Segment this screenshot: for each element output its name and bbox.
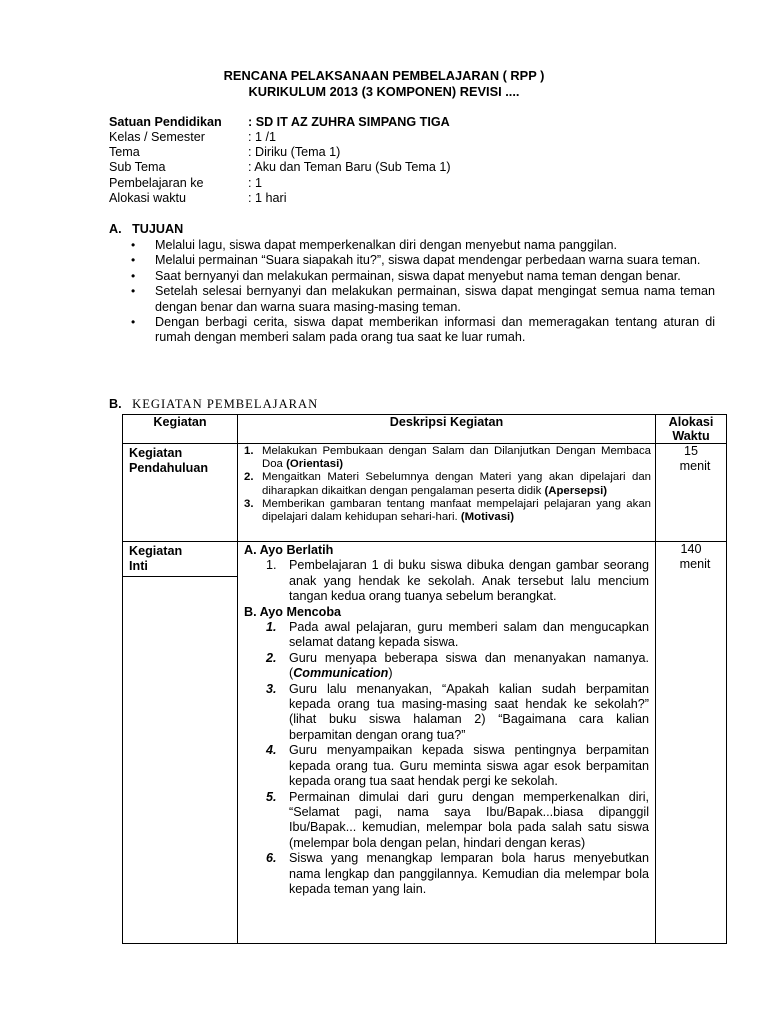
time-value: 140	[680, 542, 702, 556]
list-item	[109, 269, 715, 284]
document-title-line2: KURIKULUM 2013 (3 KOMPONEN) REVISI ....	[248, 84, 520, 99]
item-number: 6.	[266, 851, 277, 866]
identity-value: : Aku dan Teman Baru (Sub Tema 1)	[248, 160, 451, 174]
time-value: 15	[683, 444, 698, 458]
item-number: 1.	[266, 620, 277, 635]
item-number: 3.	[244, 497, 254, 510]
item-text: Guru menyampaikan kepada siswa pentingnya berpamitan kepada orang tua. Guru meminta siswa agar esok berpamitan kepada orang tua saat hendak pergi ke sekolah.	[289, 743, 649, 789]
identity-value: : SD IT AZ ZUHRA SIMPANG TIGA	[248, 115, 450, 129]
list-item-text: Saat bernyanyi dan melakukan permainan, siswa dapat menyebut nama teman dengan benar.	[155, 268, 681, 283]
identity-label: Alokasi waktu	[109, 191, 186, 205]
header-alokasi-line2: Waktu	[672, 429, 710, 443]
section-title: TUJUAN	[132, 222, 184, 236]
list-item	[238, 851, 655, 897]
time-unit: menit	[679, 557, 711, 572]
identity-label: Tema	[109, 145, 140, 159]
sub-heading-ayo-berlatih: A. Ayo Berlatih	[244, 543, 334, 557]
list-item	[238, 743, 655, 789]
tujuan-list	[109, 238, 715, 346]
section-letter: B.	[109, 397, 122, 411]
identity-label: Satuan Pendidikan	[109, 115, 222, 129]
kegiatan-label-line1: Kegiatan	[129, 544, 183, 558]
item-tag: (Orientasi)	[286, 458, 344, 471]
item-number: 3.	[266, 681, 277, 696]
list-item	[109, 253, 715, 268]
header-kegiatan: Kegiatan	[123, 415, 238, 444]
kegiatan-label-line2: Inti	[129, 559, 148, 574]
list-item	[238, 471, 651, 497]
item-text: Memberikan gambaran tentang manfaat mempelajari pelajaran yang akan dipelajari dalam kehidupan sehari-hari.	[262, 497, 651, 524]
item-text: Guru menyapa beberapa siswa dan menanyakan namanya. (	[289, 650, 649, 681]
item-tag: Communication	[293, 666, 389, 681]
list-item	[109, 238, 715, 253]
cell-kegiatan	[123, 444, 238, 542]
section-letter: A.	[109, 222, 122, 236]
item-text: Permainan dimulai dari guru dengan memperkenalkan diri, “Selamat pagi, nama saya Ibu/Bapak...biasa dipanggil Ibu/Bapak... kemudian, melempar bola pada salah satu siswa (melempar bola dengan pelan, hindari dengan keras)	[289, 789, 649, 850]
item-number: 4.	[266, 743, 277, 758]
list-item	[238, 682, 655, 744]
identity-label: Pembelajaran ke	[109, 176, 204, 190]
ayo-mencoba-list	[238, 620, 655, 897]
item-text: Pembelajaran 1 di buku siswa dibuka dengan gambar seorang anak yang hendak ke sekolah. Anak tersebut lalu mencium tangan kedua orang tuanya sebelum berangkat.	[289, 558, 649, 604]
item-tag-close: )	[388, 666, 393, 681]
identity-value: : 1 hari	[248, 191, 287, 205]
section-title: KEGIATAN PEMBELAJARAN	[132, 397, 319, 411]
list-item-text: Melalui lagu, siswa dapat memperkenalkan diri dengan menyebut nama panggilan.	[155, 238, 618, 252]
document-title-line1: RENCANA PELAKSANAAN PEMBELAJARAN ( RPP )	[223, 68, 545, 83]
cell-alokasi	[656, 444, 727, 542]
item-text: Melakukan Pembukaan dengan Salam dan Dilanjutkan Dengan Membaca Doa	[262, 445, 651, 471]
identity-value: : Diriku (Tema 1)	[248, 145, 341, 159]
list-item	[238, 651, 655, 682]
bullet-icon: •	[131, 284, 136, 299]
item-tag: (Motivasi)	[460, 511, 514, 524]
list-item	[109, 284, 715, 315]
list-item	[238, 620, 655, 651]
identity-value: : 1 /1	[248, 130, 277, 144]
bullet-icon: •	[131, 315, 136, 330]
list-item	[238, 558, 655, 604]
header-alokasi	[656, 415, 727, 444]
cell-deskripsi	[238, 542, 656, 944]
bullet-icon: •	[131, 238, 136, 252]
table-row-inti	[123, 542, 727, 944]
list-item-text: Melalui permainan “Suara siapakah itu?”, siswa dapat mendengar perbedaan warna suara teman.	[155, 253, 701, 268]
list-item-text: Setelah selesai bernyanyi dan melakukan permainan, siswa dapat mengingat semua nama teman dengan benar dan warna suara masing-masing teman.	[155, 284, 715, 314]
header-alokasi-line1: Alokasi	[668, 415, 714, 429]
identity-label: Sub Tema	[109, 160, 166, 174]
item-text: Pada awal pelajaran, guru memberi salam dan mengucapkan selamat datang kepada siswa.	[289, 620, 649, 650]
bullet-icon: •	[131, 253, 136, 268]
list-item	[109, 315, 715, 346]
identity-value: : 1	[248, 176, 263, 190]
section-b-heading	[109, 397, 318, 412]
bullet-icon: •	[131, 268, 136, 283]
time-unit: menit	[679, 459, 711, 474]
list-item	[238, 498, 651, 524]
list-item-text: Dengan berbagi cerita, siswa dapat memberikan informasi dan memeragakan tentang aturan di rumah dengan memberi salam pada orang tua saat ke luar rumah.	[155, 315, 715, 345]
table-row-pendahuluan	[123, 444, 727, 542]
list-item	[238, 445, 651, 471]
cell-deskripsi	[238, 444, 656, 542]
ayo-berlatih-list	[238, 558, 655, 604]
item-number: 2.	[266, 650, 277, 665]
item-text: Siswa yang menangkap lemparan bola harus menyebutkan nama lengkap dan panggilannya. Kemudian dia melempar bola kepada teman yang lain.	[289, 851, 649, 896]
kegiatan-label-line2: Pendahuluan	[129, 461, 209, 476]
kegiatan-table	[122, 414, 727, 944]
item-number: 1.	[266, 558, 277, 573]
item-number: 2.	[244, 471, 254, 484]
sub-heading-ayo-mencoba: B. Ayo Mencoba	[244, 604, 342, 619]
kegiatan-label-line1: Kegiatan	[129, 446, 183, 460]
section-a-heading	[109, 222, 183, 237]
table-header-row	[123, 415, 727, 444]
cell-alokasi	[656, 542, 727, 944]
item-text: Guru lalu menanyakan, “Apakah kalian sudah berpamitan kepada orang tua masing-masing saat hendak ke sekolah?” (lihat buku siswa halaman 2) “Bagaimana cara kalian berpamitan dengan orang tua?”	[289, 681, 649, 742]
identity-label: Kelas / Semester	[109, 130, 205, 144]
list-item	[238, 790, 655, 852]
kegiatan-label-box	[123, 542, 237, 577]
pendahuluan-list	[238, 445, 651, 524]
item-tag: (Apersepsi)	[544, 484, 608, 497]
item-number: 1.	[244, 445, 254, 457]
item-number: 5.	[266, 789, 277, 804]
header-deskripsi: Deskripsi Kegiatan	[238, 415, 656, 444]
cell-kegiatan	[123, 542, 238, 944]
item-text: Mengaitkan Materi Sebelumnya dengan Materi yang akan dipelajari dan diharapkan dikaitkan dengan pengalaman peserta didik	[262, 471, 651, 497]
